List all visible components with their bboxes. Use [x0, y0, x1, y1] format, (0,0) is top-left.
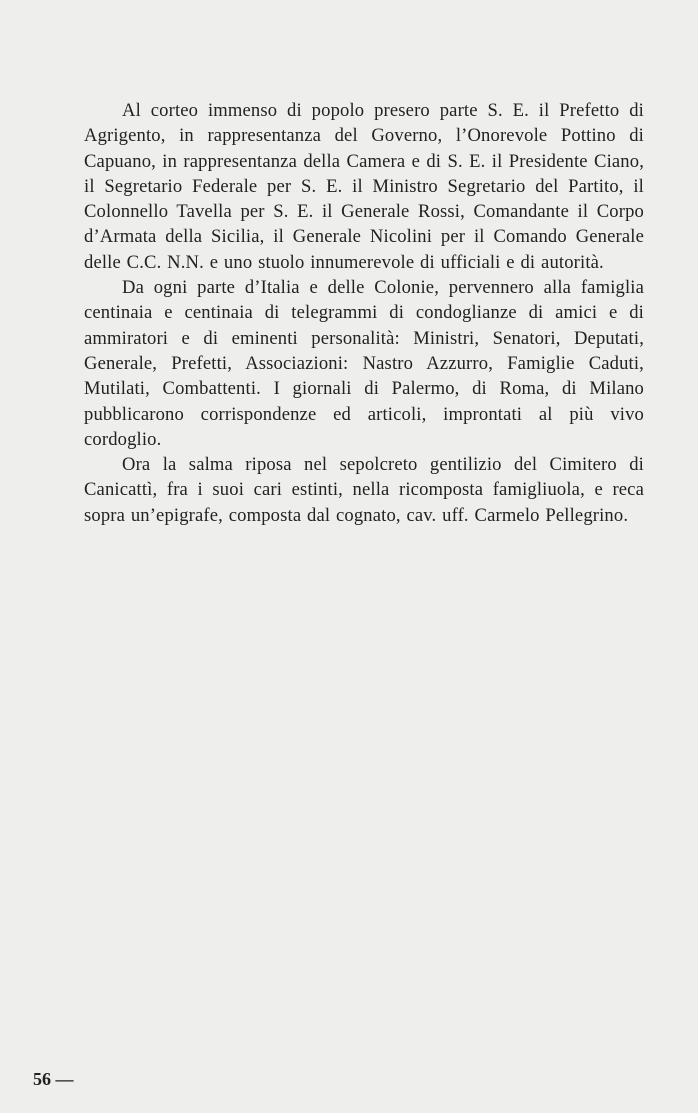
paragraph-condolences: Da ogni parte d’Italia e delle Colonie, pervennero alla famiglia centinaia e centinaia di telegrammi di condoglianze di amici e di ammiratori e di eminenti personalità: Ministri, Senatori, Deputati, Generale, Prefetti, Associazioni: Nastro Azzurro, Famiglie Caduti, Mutilati, Combattenti. I giornali di Palermo, di Roma, di Milano pubblicarono corrispondenze ed articoli, improntati al più vivo cordoglio. [84, 277, 644, 450]
page-number: 56 — [33, 1069, 74, 1089]
body-text [84, 98, 644, 528]
paragraph-burial: Ora la salma riposa nel sepolcreto gentilizio del Cimitero di Canicattì, fra i suoi cari estinti, nella ricomposta famigliuola, e reca sopra un’epigrafe, composta dal cognato, cav. uff. Carmelo Pellegrino. [84, 454, 644, 526]
paragraph-funeral-attendance: Al corteo immenso di popolo presero parte S. E. il Prefetto di Agrigento, in rappresentanza del Governo, l’Onorevole Pottino di Capuano, in rappresentanza della Camera e di S. E. il Presidente Ciano, il Segretario Federale per S. E. il Ministro Segretario del Partito, il Colonnello Tavella per S. E. il Generale Rossi, Comandante il Corpo d’Armata della Sicilia, il Generale Nicolini per il Comando Generale delle C.C. N.N. e uno stuolo innumerevole di ufficiali e di autorità. [84, 100, 644, 273]
